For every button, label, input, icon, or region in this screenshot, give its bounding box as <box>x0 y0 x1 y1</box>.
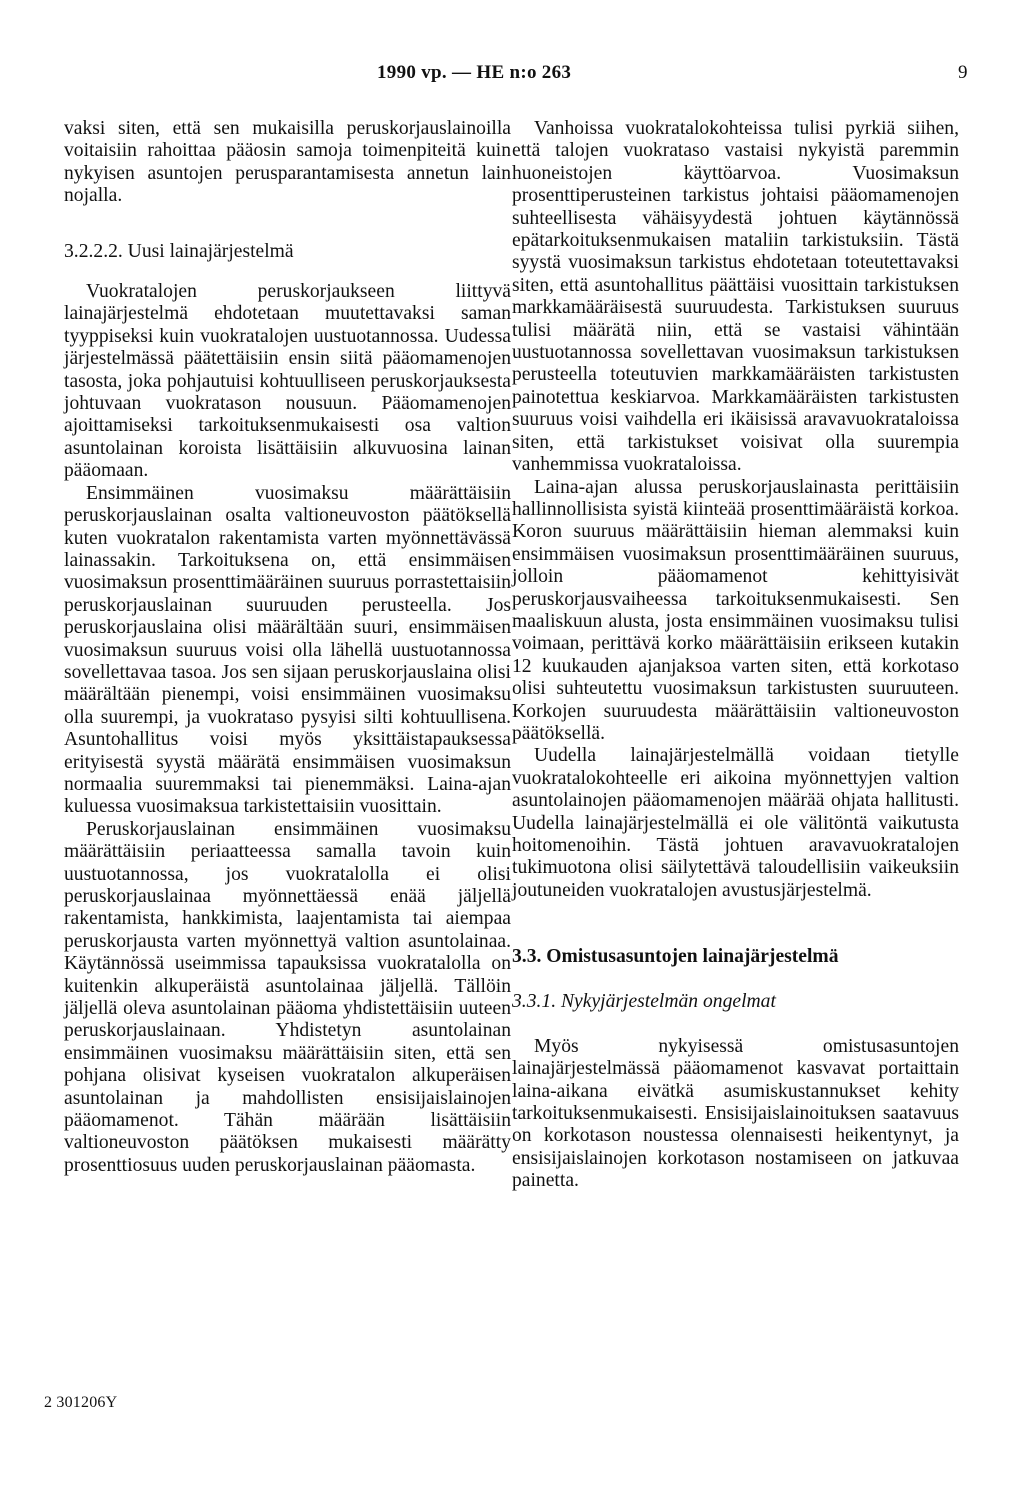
paragraph: Ensimmäinen vuosimaksu määrättäisiin peruskorjauslainan osalta valtioneuvoston päätöksellä kuten vuokratalon rakentamista varten myönnettävässä lainassakin. Tarkoituksena on, että ensimmäisen vuosimaksun prosenttimääräinen suuruus porrastettaisiin peruskorjauslainan suuruuden perusteella. Jos peruskorjauslaina olisi määrältään suuri, ensimmäisen vuosimaksun suuruus voisi olla lähellä uustuotannossa sovellettavaa tasoa. Jos sen sijaan peruskorjauslaina olisi määrältään pienempi, voisi ensimmäinen vuosimaksu olla suurempi, ja vuokrataso pysyisi silti kohtuullisena. Asuntohallitus voisi myös yksittäistapauksessa erityisestä syystä määrätä ensimmäisen vuosimaksun normaalia suuremmaksi tai pienemmäksi. Laina-ajan kuluessa vuosimaksua tarkistettaisiin vuosittain. <box>64 482 511 818</box>
subsection-heading-331: 3.3.1. Nykyjärjestelmän ongelmat <box>512 991 776 1013</box>
paragraph: Laina-ajan alussa peruskorjauslainasta perittäisiin hallinnollisista syistä kiinteää prosenttimääräistä korkoa. Koron suuruus määrättäisiin hieman alemmaksi kuin ensimmäisen vuosimaksun prosenttimääräinen suuruus, jolloin pääomamenot kehittyisivät peruskorjausvaiheessa tarkoituksenmukaisesti. Sen maaliskuun alusta, josta ensimmäinen vuosimaksu tulisi voimaan, perittävä korko määrättäisiin erikseen kutakin 12 kuukauden ajanjaksoa varten siten, että korkotaso olisi suhteutettu vuosimaksun tarkistusten suuruuteen. Korkojen suuruudesta määrättäisiin valtioneuvoston päätöksellä. <box>512 476 959 744</box>
paragraph: Peruskorjauslainan ensimmäinen vuosimaksu määrättäisiin periaatteessa samalla tavoin kuin uustuotannossa, jos vuokratalolla ei olisi peruskorjauslainaa myönnettäessä enää jäljellä rakentamista, hankkimista, laajentamista tai aiempaa peruskorjausta varten myönnettyä valtion asuntolainaa. Käytännössä useimmissa tapauksissa vuokratalolla on kuitenkin alkuperäistä asuntolainaa jäljellä. Tällöin jäljellä oleva asuntolainan pääoma yhdistettäisiin uuteen peruskorjauslainaan. Yhdistetyn asuntolainan ensimmäinen vuosimaksu määrättäisiin siten, että sen pohjana olisivat kyseisen vuokratalon alkuperäisen asuntolainan ja mahdollisten ensisijaislainojen pääomamenot. Tähän määrään lisättäisiin valtioneuvoston päätöksen mukaisesti määrätty prosenttiosuus uuden peruskorjauslainan pääomasta. <box>64 818 511 1176</box>
subsection-heading-3222: 3.2.2.2. Uusi lainajärjestelmä <box>64 240 294 262</box>
section-heading-33: 3.3. Omistusasuntojen lainajärjestelmä <box>512 946 839 968</box>
paragraph: Uudella lainajärjestelmällä voidaan tietylle vuokratalokohteelle eri aikoina myönnettyjen valtion asuntolainojen pääomamenojen määrää ohjata hallitusti. Uudella lainajärjestelmällä ei ole välitöntä vaikutusta hoitomenoihin. Tästä johtuen aravavuokratalojen tukimuotona olisi säilytettävä taloudellisiin vaikeuksiin joutuneiden vuokratalojen avustusjärjestelmä. <box>512 745 959 901</box>
paragraph: Vuokratalojen peruskorjaukseen liittyvä lainajärjestelmä ehdotetaan muutettavaksi saman tyyppiseksi kuin vuokratalojen uustuotannossa. Uudessa järjestelmässä päätettäisiin ensin siitä pääomamenojen tasosta, joka pohjautuisi kohtuulliseen peruskorjauksesta johtuvaan vuokratason nousuun. Pääomamenojen ajoittamiseksi tarkoituksenmukaisesti osa valtion asuntolainan koroista lisättäisiin alkuvuosina lainan pääomaan. <box>64 281 511 482</box>
paragraph: Vanhoissa vuokratalokohteissa tulisi pyrkiä siihen, että talojen vuokrataso vastaisi nykyistä paremmin huoneistojen käyttöarvoa. Vuosimaksun prosenttiperusteinen tarkistus johtaisi pääomamenojen suhteellisesta vähäisyydestä johtuen käytännössä epätarkoituksenmukaisen mataliin tarkistuksiin. Tästä syystä vuosimaksun tarkistus ehdotetaan toteutettavaksi siten, että asuntohallitus päättäisi vuosittain tarkistuksen markkamääräisestä suuruudesta. Tarkistuksen suuruus tulisi määrätä niin, että se vastaisi vähintään uustuotannossa sovellettavan vuosimaksun tarkistuksen perusteella toteutuvien markkamääräisten tarkistusten painotettua keskiarvoa. Markkamääräisten tarkistusten suuruus voisi vaihdella eri ikäisissä aravavuokrataloissa siten, että tarkistukset voisivat olla suurempia vanhemmissa vuokrataloissa. <box>512 118 959 476</box>
page-header <box>0 62 1024 92</box>
page-number: 9 <box>958 62 968 83</box>
running-title: 1990 vp. — HE n:o 263 <box>377 62 572 83</box>
left-column <box>64 118 511 1177</box>
paragraph: Myös nykyisessä omistusasuntojen lainajärjestelmässä pääomamenot kasvavat portaittain laina-aikana eivätkä asumiskustannukset kehity tarkoituksenmukaisesti. Ensisijaislainoituksen saatavuus on korkotason noustessa olennaisesti heikentynyt, ja ensisijaislainojen korkotason nostamiseen on jatkuvaa painetta. <box>512 1035 959 1192</box>
paragraph: vaksi siten, että sen mukaisilla peruskorjauslainoilla voitaisiin rahoittaa pääosin samoja toimenpiteitä kuin nykyisen asuntojen perusparantamisesta annetun lain nojalla. <box>64 118 511 207</box>
right-column <box>512 118 959 1193</box>
printer-code: 2 301206Y <box>44 1394 118 1411</box>
